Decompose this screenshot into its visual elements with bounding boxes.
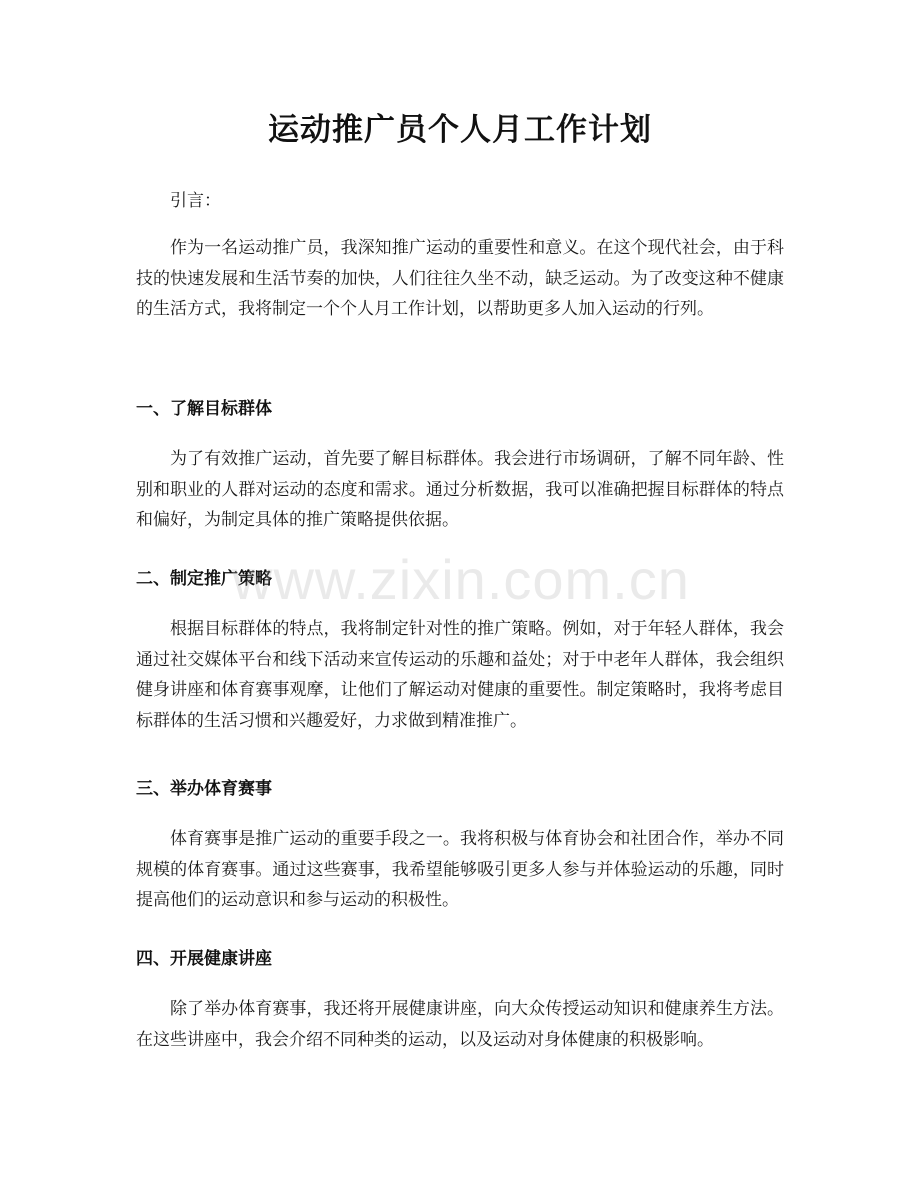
section-paragraph-2: 根据目标群体的特点，我将制定针对性的推广策略。例如，对于年轻人群体，我会通过社交媒体平台和线下活动来宣传运动的乐趣和益处；对于中老年人群体，我会组织健身讲座和体育赛事观摩，让他们了解运动对健康的重要性。制定策略时，我将考虑目标群体的生活习惯和兴趣爱好，力求做到精准推广。	[136, 619, 784, 731]
section-paragraph-4: 除了举办体育赛事，我还将开展健康讲座，向大众传授运动知识和健康养生方法。在这些讲座中，我会介绍不同种类的运动，以及运动对身体健康的积极影响。	[136, 999, 784, 1050]
section-heading-3: 三、举办体育赛事	[136, 779, 272, 799]
section-heading-4: 四、开展健康讲座	[136, 949, 272, 969]
intro-label: 引言：	[170, 191, 221, 211]
section-paragraph-3: 体育赛事是推广运动的重要手段之一。我将积极与体育协会和社团合作，举办不同规模的体育赛事。通过这些赛事，我希望能够吸引更多人参与并体验运动的乐趣，同时提高他们的运动意识和参与运动的积极性。	[136, 829, 784, 910]
section-heading-2: 二、制定推广策略	[136, 569, 272, 589]
intro-paragraph: 作为一名运动推广员，我深知推广运动的重要性和意义。在这个现代社会，由于科技的快速发展和生活节奏的加快，人们往往久坐不动，缺乏运动。为了改变这种不健康的生活方式，我将制定一个个人月工作计划，以帮助更多人加入运动的行列。	[136, 238, 784, 319]
document-title: 运动推广员个人月工作计划	[268, 112, 652, 148]
section-heading-1: 一、了解目标群体	[136, 399, 272, 419]
section-paragraph-1: 为了有效推广运动，首先要了解目标群体。我会进行市场调研，了解不同年龄、性别和职业的人群对运动的态度和需求。通过分析数据，我可以准确把握目标群体的特点和偏好，为制定具体的推广策略提供依据。	[136, 449, 784, 530]
watermark: www.zixin.com.cn	[232, 548, 690, 611]
